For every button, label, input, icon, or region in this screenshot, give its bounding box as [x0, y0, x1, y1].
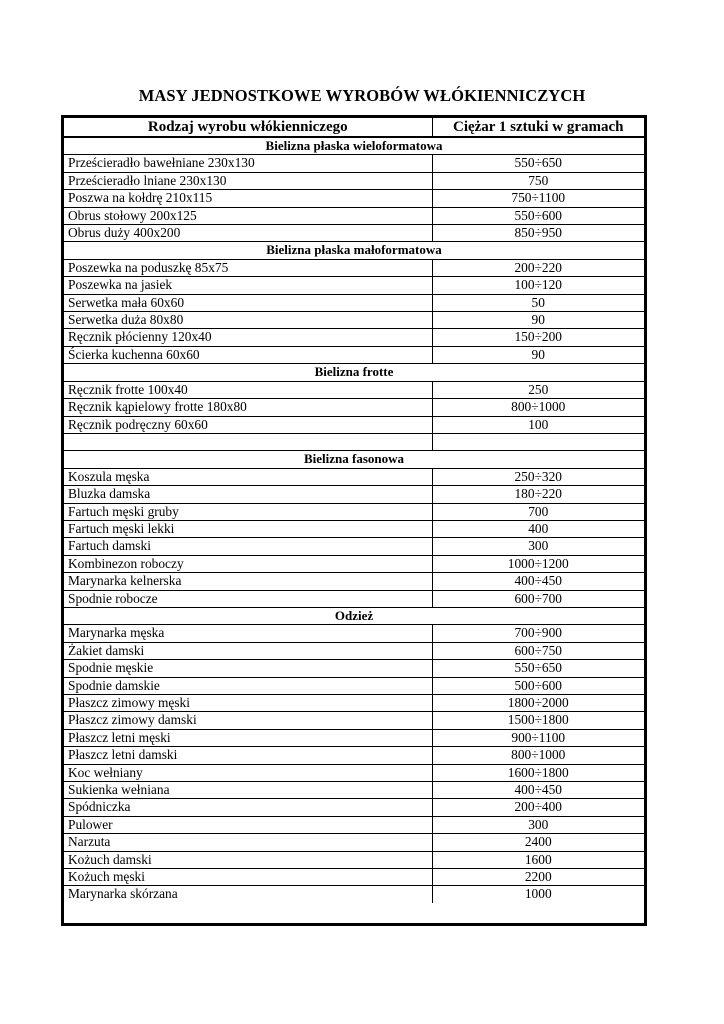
item-mass-cell: 50	[432, 294, 644, 311]
item-name-cell: Kożuch męski	[64, 869, 432, 886]
item-mass-cell: 600÷700	[432, 590, 644, 607]
item-name-cell: Koc wełniany	[64, 764, 432, 781]
item-mass-cell: 800÷1000	[432, 747, 644, 764]
item-mass-cell: 2400	[432, 834, 644, 851]
item-name-cell: Serwetka duża 80x80	[64, 312, 432, 329]
item-name-cell: Prześcieradło lniane 230x130	[64, 172, 432, 189]
table-row	[64, 625, 644, 642]
item-name-cell: Marynarka męska	[64, 625, 432, 642]
section-row	[64, 607, 644, 624]
item-name-cell: Poszwa na kołdrę 210x115	[64, 190, 432, 207]
item-name-cell: Fartuch męski gruby	[64, 503, 432, 520]
mass-table	[61, 115, 647, 926]
table-row	[64, 277, 644, 294]
table-row	[64, 660, 644, 677]
item-name-cell: Ręcznik kąpielowy frotte 180x80	[64, 399, 432, 416]
table-row	[64, 573, 644, 590]
table-row	[64, 642, 644, 659]
table-header-row	[64, 118, 644, 137]
item-name-cell: Prześcieradło bawełniane 230x130	[64, 155, 432, 172]
item-name-cell: Ścierka kuchenna 60x60	[64, 346, 432, 363]
item-name-cell: Płaszcz letni męski	[64, 729, 432, 746]
item-mass-cell: 550÷650	[432, 660, 644, 677]
table-row	[64, 503, 644, 520]
item-name-cell: Pulower	[64, 816, 432, 833]
page-title: MASY JEDNOSTKOWE WYROBÓW WŁÓKIENNICZYCH	[138, 86, 586, 105]
item-name-cell: Poszewka na jasiek	[64, 277, 432, 294]
section-row	[64, 137, 644, 155]
mass-table-grid	[64, 118, 644, 903]
item-mass-cell: 600÷750	[432, 642, 644, 659]
item-mass-cell: 850÷950	[432, 225, 644, 242]
item-name-cell: Spodnie męskie	[64, 660, 432, 677]
table-row	[64, 712, 644, 729]
item-mass-cell: 90	[432, 346, 644, 363]
table-row	[64, 329, 644, 346]
item-mass-cell: 800÷1000	[432, 399, 644, 416]
section-heading: Bielizna płaska wieloformatowa	[64, 137, 644, 155]
table-row	[64, 346, 644, 363]
item-mass-cell: 2200	[432, 869, 644, 886]
column-header-item-type: Rodzaj wyrobu włókienniczego	[64, 118, 432, 137]
item-mass-cell: 400÷450	[432, 782, 644, 799]
table-row	[64, 782, 644, 799]
table-body	[64, 118, 644, 903]
item-mass-cell: 750÷1100	[432, 190, 644, 207]
table-row	[64, 259, 644, 276]
table-row	[64, 381, 644, 398]
table-row	[64, 433, 644, 450]
item-mass-cell: 700	[432, 503, 644, 520]
section-heading: Odzież	[64, 607, 644, 624]
item-mass-cell: 500÷600	[432, 677, 644, 694]
item-mass-cell: 250	[432, 381, 644, 398]
table-row	[64, 225, 644, 242]
table-row	[64, 520, 644, 537]
item-name-cell: Kombinezon roboczy	[64, 555, 432, 572]
table-row	[64, 590, 644, 607]
item-mass-cell: 750	[432, 172, 644, 189]
table-row	[64, 172, 644, 189]
item-name-cell: Obrus stołowy 200x125	[64, 207, 432, 224]
item-mass-cell: 250÷320	[432, 468, 644, 485]
item-name-cell: Fartuch męski lekki	[64, 520, 432, 537]
section-heading: Bielizna płaska małoformatowa	[64, 242, 644, 259]
table-row	[64, 294, 644, 311]
table-row	[64, 694, 644, 711]
item-name-cell	[64, 433, 432, 450]
table-row	[64, 886, 644, 903]
item-name-cell: Spodnie robocze	[64, 590, 432, 607]
item-mass-cell: 550÷600	[432, 207, 644, 224]
section-row	[64, 364, 644, 381]
item-name-cell: Żakiet damski	[64, 642, 432, 659]
item-mass-cell: 100÷120	[432, 277, 644, 294]
table-row	[64, 834, 644, 851]
table-row	[64, 468, 644, 485]
item-name-cell: Marynarka kelnerska	[64, 573, 432, 590]
item-name-cell: Serwetka mała 60x60	[64, 294, 432, 311]
section-row	[64, 451, 644, 468]
column-header-unit-mass: Ciężar 1 sztuki w gramach	[432, 118, 644, 137]
item-name-cell: Spodnie damskie	[64, 677, 432, 694]
section-heading: Bielizna frotte	[64, 364, 644, 381]
item-mass-cell: 400÷450	[432, 573, 644, 590]
item-mass-cell: 1000	[432, 886, 644, 903]
item-mass-cell: 100	[432, 416, 644, 433]
table-row	[64, 416, 644, 433]
table-row	[64, 312, 644, 329]
table-row	[64, 677, 644, 694]
item-mass-cell	[432, 433, 644, 450]
item-mass-cell: 400	[432, 520, 644, 537]
item-mass-cell: 90	[432, 312, 644, 329]
item-mass-cell: 150÷200	[432, 329, 644, 346]
section-heading: Bielizna fasonowa	[64, 451, 644, 468]
item-name-cell: Płaszcz zimowy męski	[64, 694, 432, 711]
item-mass-cell: 1800÷2000	[432, 694, 644, 711]
item-mass-cell: 1600÷1800	[432, 764, 644, 781]
item-mass-cell: 900÷1100	[432, 729, 644, 746]
item-name-cell: Ręcznik płócienny 120x40	[64, 329, 432, 346]
item-mass-cell: 180÷220	[432, 486, 644, 503]
table-row	[64, 869, 644, 886]
item-mass-cell: 1000÷1200	[432, 555, 644, 572]
item-mass-cell: 1500÷1800	[432, 712, 644, 729]
table-row	[64, 851, 644, 868]
table-row	[64, 190, 644, 207]
table-row	[64, 816, 644, 833]
table-row	[64, 764, 644, 781]
item-mass-cell: 300	[432, 816, 644, 833]
item-mass-cell: 200÷400	[432, 799, 644, 816]
item-name-cell: Ręcznik frotte 100x40	[64, 381, 432, 398]
item-name-cell: Koszula męska	[64, 468, 432, 485]
item-name-cell: Poszewka na poduszkę 85x75	[64, 259, 432, 276]
item-name-cell: Narzuta	[64, 834, 432, 851]
section-row	[64, 242, 644, 259]
item-name-cell: Sukienka wełniana	[64, 782, 432, 799]
item-name-cell: Płaszcz zimowy damski	[64, 712, 432, 729]
table-row	[64, 399, 644, 416]
item-name-cell: Spódniczka	[64, 799, 432, 816]
table-row	[64, 486, 644, 503]
item-name-cell: Kożuch damski	[64, 851, 432, 868]
item-name-cell: Obrus duży 400x200	[64, 225, 432, 242]
item-mass-cell: 700÷900	[432, 625, 644, 642]
item-name-cell: Ręcznik podręczny 60x60	[64, 416, 432, 433]
item-name-cell: Bluzka damska	[64, 486, 432, 503]
item-mass-cell: 550÷650	[432, 155, 644, 172]
table-row	[64, 729, 644, 746]
table-row	[64, 747, 644, 764]
item-mass-cell: 200÷220	[432, 259, 644, 276]
table-row	[64, 155, 644, 172]
item-name-cell: Płaszcz letni damski	[64, 747, 432, 764]
table-row	[64, 538, 644, 555]
table-row	[64, 207, 644, 224]
item-mass-cell: 300	[432, 538, 644, 555]
item-name-cell: Marynarka skórzana	[64, 886, 432, 903]
table-row	[64, 799, 644, 816]
item-name-cell: Fartuch damski	[64, 538, 432, 555]
table-row	[64, 555, 644, 572]
item-mass-cell: 1600	[432, 851, 644, 868]
